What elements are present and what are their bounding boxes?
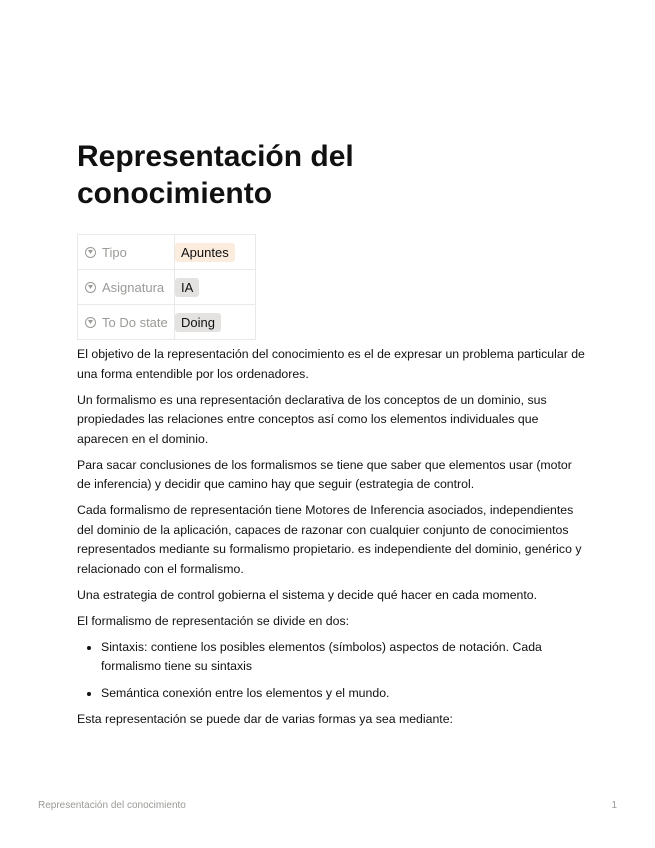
paragraph: Una estrategia de control gobierna el sistema y decide qué hacer en cada momento. (77, 587, 538, 602)
select-property-icon (85, 282, 96, 293)
property-tag[interactable]: Apuntes (175, 243, 235, 262)
paragraph: Un formalismo es una representación declarativa de los conceptos de un dominio, sus propiedades las relaciones entre conceptos así como los elementos individuales que aparecen en el dominio. (77, 392, 547, 446)
bullet-list (77, 638, 587, 704)
footer-title: Representación del conocimiento (38, 800, 186, 811)
property-tag[interactable]: Doing (175, 313, 221, 332)
paragraph: Cada formalismo de representación tiene Motores de Inferencia asociados, independientes del dominio de la aplicación, capaces de razonar con cualquier conjunto de conocimientos representados mediante su formalismo propietario. es independiente del dominio, genérico y relacionado con el formalismo. (77, 503, 582, 576)
property-row-todo-state (78, 305, 256, 340)
page-title: Representación del conocimiento (77, 140, 354, 210)
list-item: • Sintaxis: contiene los posibles elementos (símbolos) aspectos de notación. Cada formalismo tiene su sintaxis (101, 638, 587, 677)
property-name: To Do state (102, 314, 168, 330)
paragraph: Esta representación se puede dar de varias formas ya sea mediante: (77, 712, 453, 726)
page-footer (38, 800, 617, 811)
property-name: Tipo (102, 244, 127, 260)
property-tag[interactable]: IA (175, 278, 199, 297)
body-text (77, 345, 587, 730)
paragraph: El formalismo de representación se divide en dos: (77, 613, 350, 628)
property-row-asignatura (78, 270, 256, 305)
page-number: 1 (611, 800, 617, 811)
paragraph: Para sacar conclusiones de los formalismos se tiene que saber que elementos usar (motor de inferencia) y decidir que camino hay que seguir (estrategia de control. (77, 457, 572, 491)
list-item: • Semántica conexión entre los elementos y el mundo. (101, 684, 587, 704)
property-name: Asignatura (102, 279, 165, 295)
page-content (77, 138, 587, 736)
property-row-tipo (78, 235, 256, 270)
properties-table (77, 234, 256, 340)
select-property-icon (85, 317, 96, 328)
select-property-icon (85, 247, 96, 258)
paragraph: El objetivo de la representación del conocimiento es el de expresar un problema particular de una forma entendible por los ordenadores. (77, 347, 585, 381)
